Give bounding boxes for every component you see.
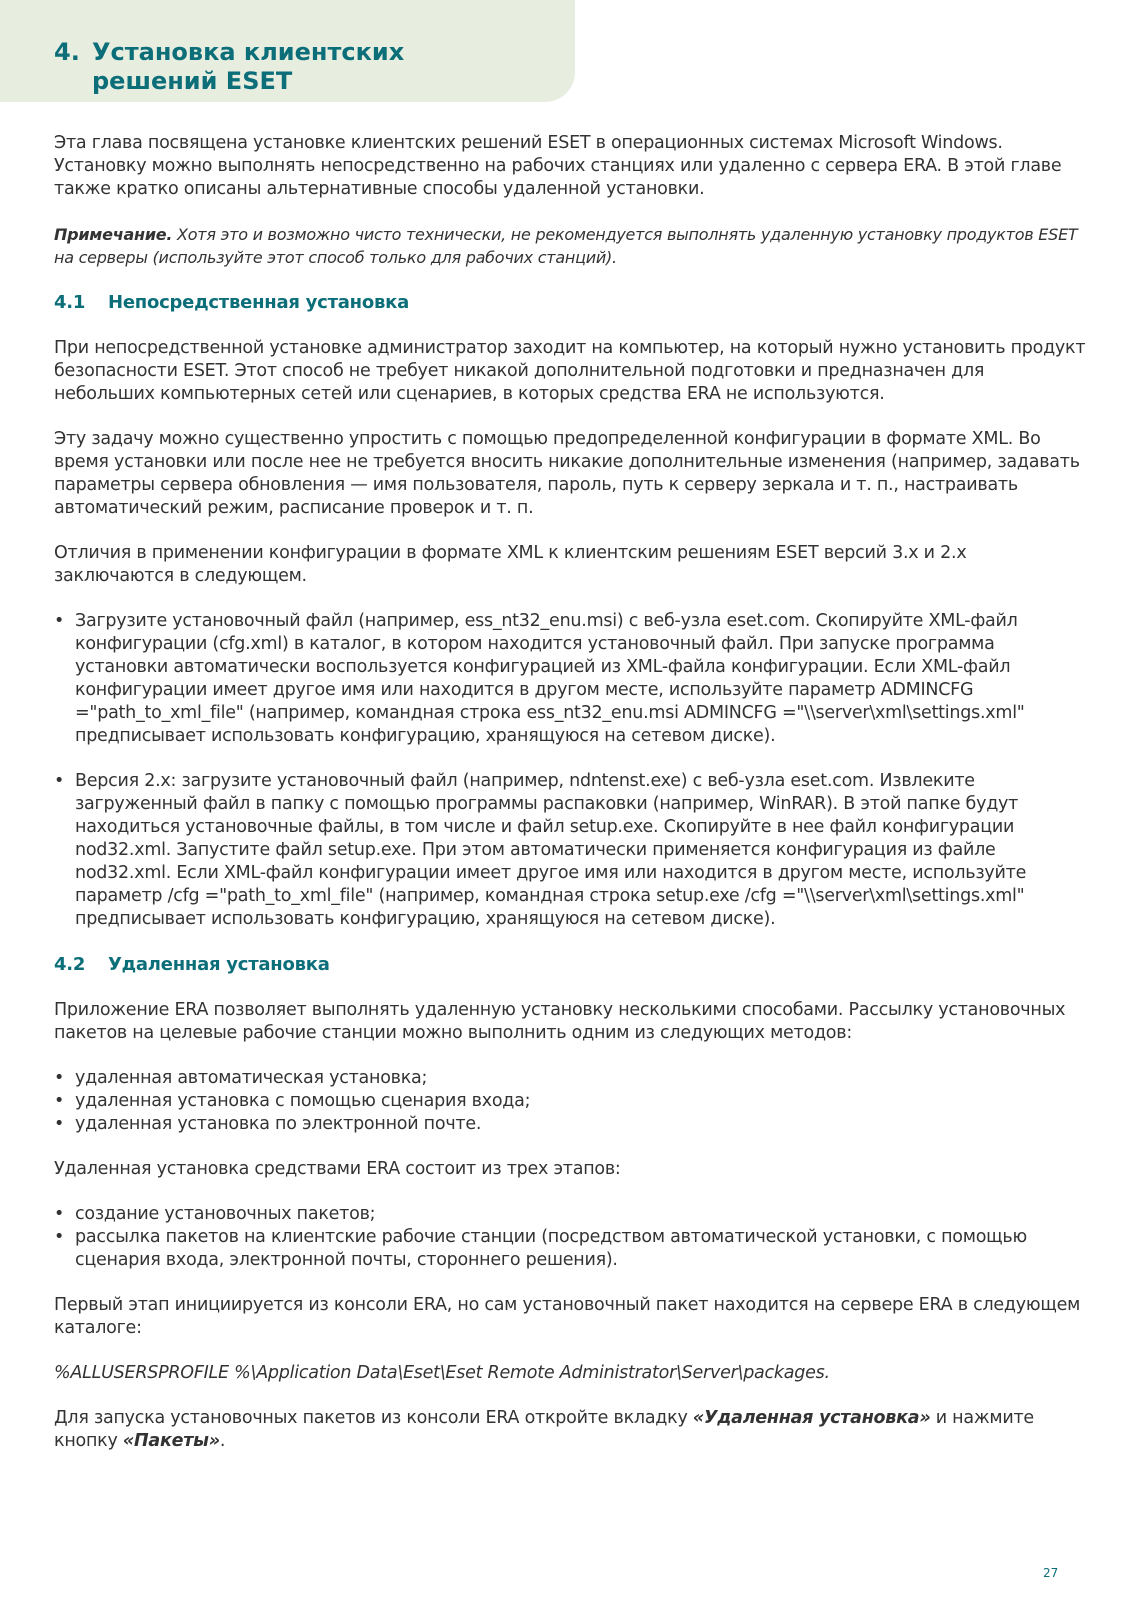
list-item: • Версия 2.x: загрузите установочный файл (например, ndntenst.exe) с веб-узла eset.com. Извлеките загруженный файл в папку с помощью программы распаковки (например, WinRAR). В этой папке будут находиться установочные файлы, в том числе и файл setup.exe. Скопируйте в нее файл конфигурации nod32.xml. Запустите файл setup.exe. При этом автоматически применяется конфигурация из файле nod32.xml. Если XML-файл конфигурации имеет другое имя или находится в другом месте, используйте параметр /cfg ="path_to_xml_file" (например, командная строка setup.exe /cfg ="\\server\xml\settings.xml" предписывает использовать конфигурацию, хранящуюся на сетевом диске).: [54, 770, 1090, 931]
section-4-2-paragraph-2: Удаленная установка средствами ERA состоит из трех этапов:: [54, 1159, 621, 1179]
section-4-1-paragraph-3: Отличия в применении конфигурации в формате XML к клиентским решениям ESET версий 3.x и 2.x заключаются в следующем.: [54, 543, 967, 586]
chapter-title: [54, 38, 404, 96]
paragraph-text: Для запуска установочных пакетов из консоли ERA откройте вкладку: [54, 1408, 693, 1428]
page-number: 27: [1043, 1566, 1059, 1580]
install-stages-list: [54, 1203, 1090, 1272]
page-content: [54, 132, 1090, 1475]
section-4-2-paragraph-1: Приложение ERA позволяет выполнять удаленную установку несколькими способами. Рассылку установочных пакетов на целевые рабочие станции можно выполнить одним из следующих методов:: [54, 1000, 1066, 1043]
list-item: • Загрузите установочный файл (например, ess_nt32_enu.msi) с веб-узла eset.com. Скопируйте XML-файл конфигурации (cfg.xml) в каталог, в котором находится установочный файл. При запуске программа установки автоматически воспользуется конфигурацией из XML-файла конфигурации. Если XML-файл конфигурации имеет другое имя или находится в другом месте, используйте параметр ADMINCFG ="path_to_xml_file" (например, командная строка ess_nt32_enu.msi ADMINCFG ="\\server\xml\settings.xml" предписывает использовать конфигурацию, хранящуюся на сетевом диске).: [54, 610, 1090, 748]
section-title: Непосредственная установка: [108, 292, 409, 313]
chapter-number: 4.: [54, 38, 80, 66]
section-number: 4.1: [54, 292, 86, 313]
paragraph-text: и нажмите кнопку: [54, 1408, 1034, 1451]
remote-install-tab-name: «Удаленная установка»: [692, 1408, 931, 1428]
note-label: Примечание.: [54, 225, 173, 244]
section-4-1-paragraph-1: При непосредственной установке администратор заходит на компьютер, на который нужно установить продукт безопасности ESET. Этот способ не требует никакой дополнительной подготовки и предназначен для небольших компьютерных сетей или сценариев, в которых средства ERA не используются.: [54, 338, 1086, 404]
packages-button-name: «Пакеты»: [122, 1431, 220, 1451]
section-title: Удаленная установка: [108, 954, 330, 975]
section-heading-4-2: [54, 953, 1090, 977]
paragraph-text: .: [219, 1431, 226, 1451]
xml-config-list: [54, 610, 1090, 931]
list-item: • удаленная установка с помощью сценария входа;: [54, 1090, 1090, 1113]
section-heading-4-1: [54, 291, 1090, 315]
chapter-title-line2: решений ESET: [92, 67, 293, 95]
note-paragraph: [54, 223, 1090, 269]
section-number: 4.2: [54, 954, 86, 975]
section-4-2-paragraph-4: [54, 1407, 1090, 1453]
section-4-1-paragraph-2: Эту задачу можно существенно упростить с помощью предопределенной конфигурации в формате XML. Во время установки или после нее не требуется вносить никакие дополнительные изменения (например, задавать параметры сервера обновления — имя пользователя, пароль, путь к серверу зеркала и т. п., настраивать автоматический режим, расписание проверок и т. п.: [54, 429, 1080, 518]
list-item: • удаленная автоматическая установка;: [54, 1067, 1090, 1090]
list-item: • создание установочных пакетов;: [54, 1203, 1090, 1226]
section-4-2-paragraph-3: Первый этап инициируется из консоли ERA, но сам установочный пакет находится на сервере ERA в следующем каталоге:: [54, 1295, 1081, 1338]
intro-paragraph: Эта глава посвящена установке клиентских решений ESET в операционных системах Microsoft Windows. Установку можно выполнять непосредственно на рабочих станциях или удаленно с сервера ERA. В этой главе также кратко описаны альтернативные способы удаленной установки.: [54, 133, 1062, 199]
packages-path: %ALLUSERSPROFILE %\Application Data\Eset\Eset Remote Administrator\Server\packages.: [54, 1363, 830, 1383]
install-methods-list: [54, 1067, 1090, 1136]
list-item: • рассылка пакетов на клиентские рабочие станции (посредством автоматической установки, с помощью сценария входа, электронной почты, стороннего решения).: [54, 1226, 1090, 1272]
note-text: Хотя это и возможно чисто технически, не рекомендуется выполнять удаленную установку продуктов ESET на серверы (используйте этот способ только для рабочих станций).: [54, 225, 1078, 267]
chapter-title-line1: Установка клиентских: [92, 38, 405, 66]
list-item: • удаленная установка по электронной почте.: [54, 1113, 1090, 1136]
